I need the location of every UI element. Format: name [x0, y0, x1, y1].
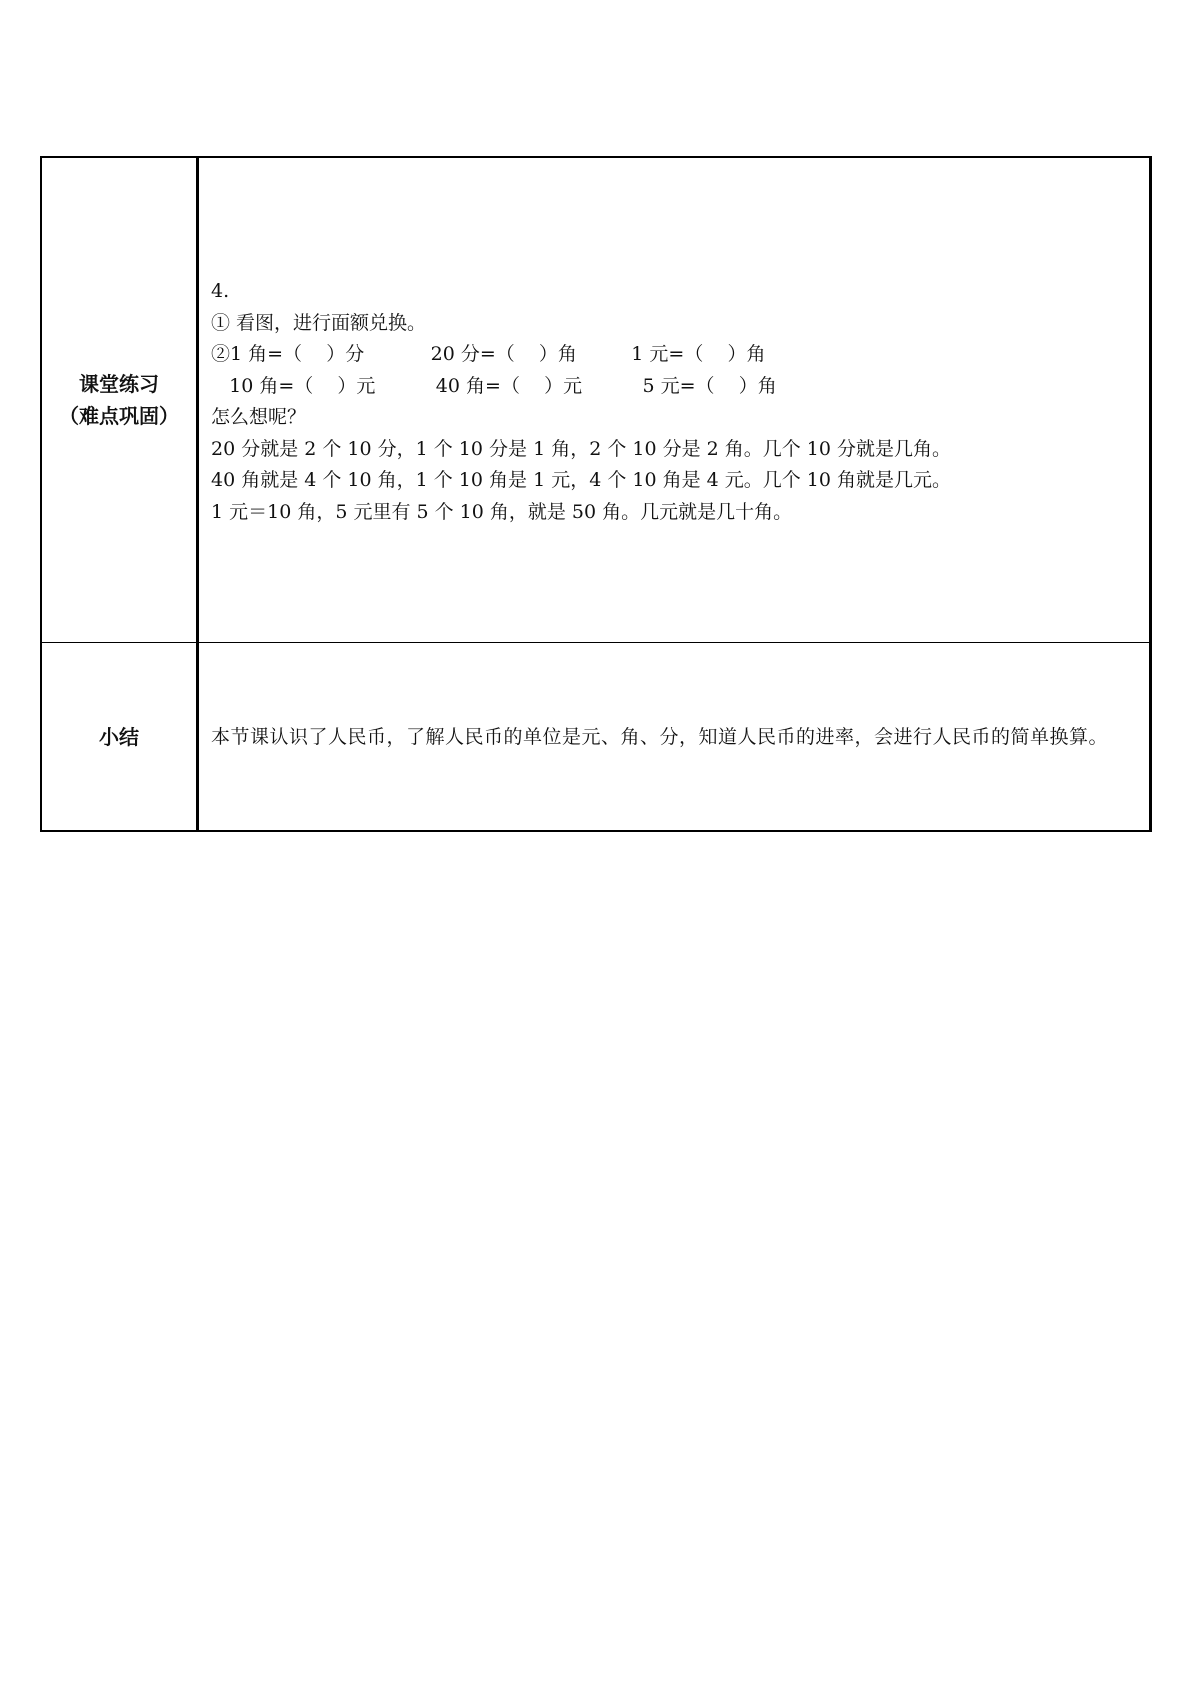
explanation-line-2: 40 角就是 4 个 10 角，1 个 10 角是 1 元，4 个 10 角是 4 元。几个 10 角就是几元。	[211, 469, 951, 491]
exercise-blanks-row-2: 10 角=（ ）元 40 角=（ ）元 5 元=（ ）角	[211, 374, 777, 397]
exercise-instruction: ① 看图，进行面额兑换。	[211, 311, 427, 334]
practice-label-subtitle: （难点巩固）	[59, 404, 179, 428]
summary-text: 本节课认识了人民币，了解人民币的单位是元、角、分，知道人民币的进率，会进行人民币的简单换算。	[211, 725, 1109, 748]
summary-label: 小结	[99, 724, 139, 749]
explanation-line-3: 1 元＝10 角，5 元里有 5 个 10 角，就是 50 角。几元就是几十角。	[211, 500, 793, 523]
exercise-thinking-prompt: 怎么想呢？	[211, 406, 307, 428]
practice-label-title: 课堂练习	[79, 372, 159, 396]
explanation-line-1: 20 分就是 2 个 10 分，1 个 10 分是 1 角，2 个 10 分是 2 角。几个 10 分就是几角。	[211, 437, 951, 460]
summary-content-cell	[198, 643, 1151, 832]
summary-label-cell	[41, 643, 198, 832]
practice-label-cell	[41, 157, 198, 643]
exercise-blanks-row-1: ②1 角=（ ）分 20 分=（ ）角 1 元=（ ）角	[211, 343, 766, 365]
practice-content-cell	[198, 157, 1151, 643]
exercise-number: 4.	[211, 280, 230, 302]
exercise-block	[211, 158, 1137, 642]
practice-row	[41, 157, 1151, 643]
summary-row	[41, 643, 1151, 832]
lesson-table	[40, 156, 1152, 832]
